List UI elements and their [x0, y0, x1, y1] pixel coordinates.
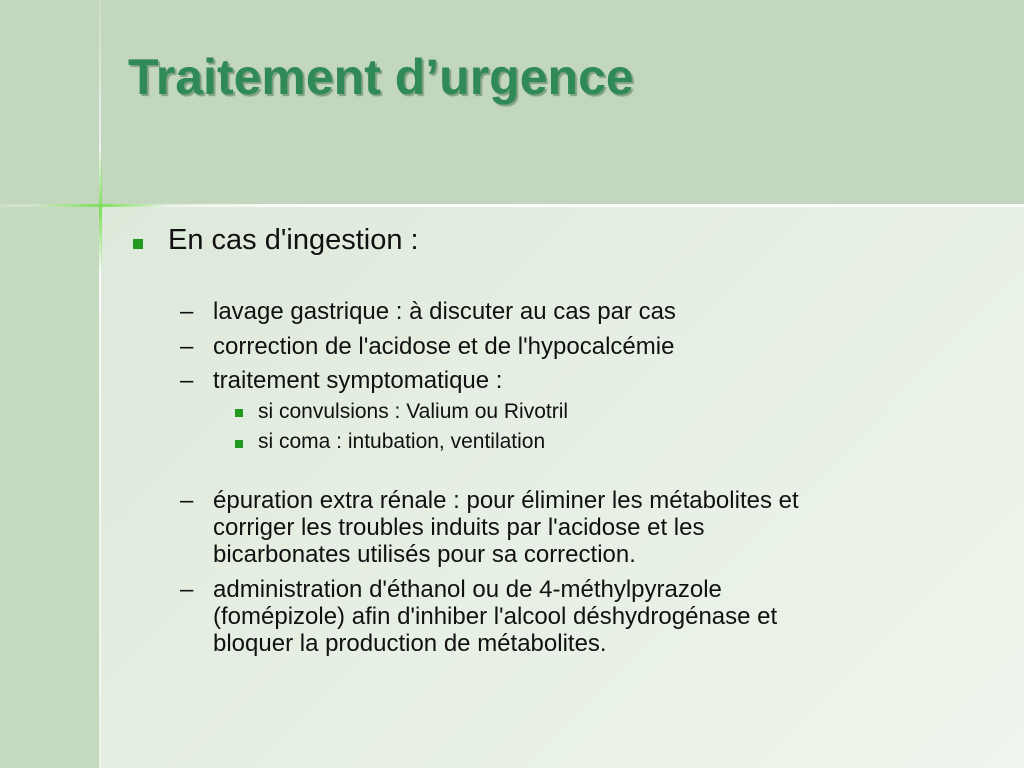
list-item: [213, 487, 933, 568]
dash-marker: –: [180, 333, 194, 360]
list-item-line: administration d'éthanol ou de 4-méthylpyrazole: [213, 576, 722, 603]
slide-title: Traitement d’urgence: [128, 49, 634, 105]
sub-list-item: si coma : intubation, ventilation: [258, 430, 546, 453]
vertical-rule: [99, 0, 101, 768]
bullet-square-icon: [133, 239, 143, 249]
list-item-line: bicarbonates utilisés pour sa correction.: [213, 541, 636, 568]
list-item: [213, 576, 933, 657]
bullet-main: En cas d'ingestion :: [168, 224, 419, 256]
bullet-square-icon: [235, 440, 243, 448]
sparkle-vertical: [99, 150, 102, 270]
dash-marker: –: [180, 487, 194, 514]
list-item-line: (fomépizole) afin d'inhiber l'alcool déshydrogénase et: [213, 603, 778, 630]
left-band: [0, 206, 100, 768]
list-item: traitement symptomatique :: [213, 367, 503, 394]
list-item-line: bloquer la production de métabolites.: [213, 630, 607, 657]
dash-marker: –: [180, 298, 194, 325]
list-item-line: corriger les troubles induits par l'acidose et les: [213, 514, 705, 541]
dash-marker: –: [180, 367, 194, 394]
list-item: correction de l'acidose et de l'hypocalcémie: [213, 333, 675, 360]
list-item: lavage gastrique : à discuter au cas par cas: [213, 298, 676, 325]
dash-marker: –: [180, 576, 194, 603]
sub-list-item: si convulsions : Valium ou Rivotril: [258, 400, 569, 423]
bullet-square-icon: [235, 409, 243, 417]
list-item-line: épuration extra rénale : pour éliminer les métabolites et: [213, 487, 799, 514]
